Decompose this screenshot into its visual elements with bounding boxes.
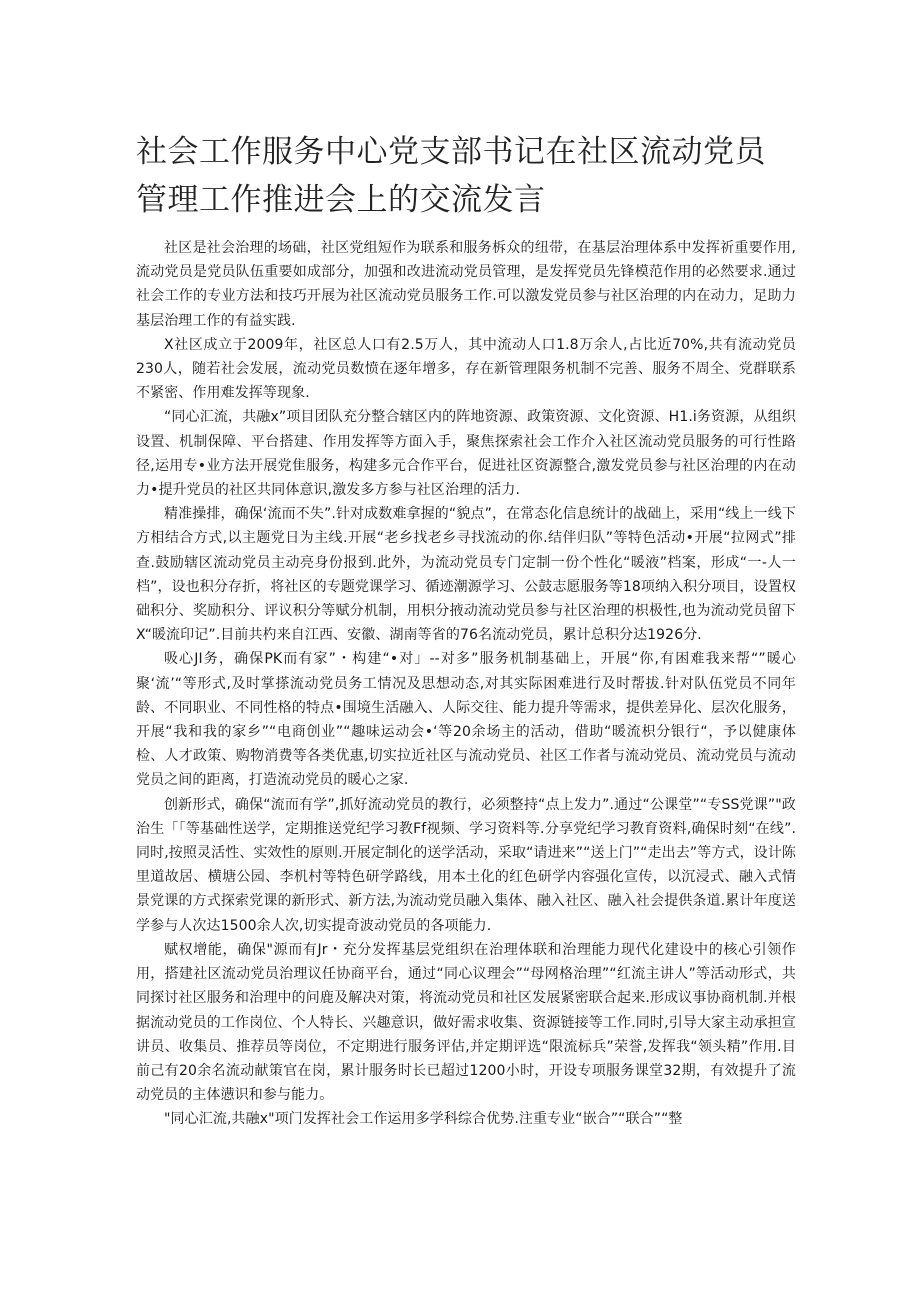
paragraph-multidisciplinary: "同心汇流,共融x"项门发挥社会工作运用多学科综合优势.注重专业“嵌合”“联合”“整 — [164, 1111, 683, 1128]
paragraph-innovative-learning: 创新形式，确保“流而有学”,抓好流动党员的教行，必须整持“点上发力”.通过“公课堂”“专SS党课”"政治生「「等基础性送学，定期推送党纪学习教Ff视频、学习资料等.分享党纪学习教育资料,确保时刻“在线”.同时,按照灵活性、实效性的原则.开展定制化的送学活动，采取“请进来”“送上门”“走出去”等方式，设计陈里道故居、横塘公园、李机村等特色研学路线，用本土化的红色研学内容强化宣传，以沉浸式、融入式情景党课的方式探索党课的新形式、新方法,为流动党员融入集体、融入社区、融入社会提供条道.累计年度送学参与人次达1500余人次,切实提奇波动党员的各项能力. — [136, 796, 796, 934]
paragraph-project-team: “同心汇流，共融x”项目团队充分整合辖区内的阵地资源、政策资源、文化资源、H1.i务资源，从组织设置、机制保障、平台搭建、作用发挥等方面入手，聚焦探索社会工作介入社区流动党员服务的可行性路径,运用专•业方法开展党隹服务，构建多元合作平台，促进社区资源整合,激发党员参与社区治理的内在动力•提升党员的社区共同体意识,激发多方参与社区治理的活力. — [136, 409, 796, 499]
paragraph-empowerment: 赋权增能，确保"源而有Jr・充分发挥基层党组织在治理体联和治理能力现代化建设中的核心引领作用，搭建社区流动党员治理议任协商平台，通过“同心议理会”“母网格治理”“红流主讲人”等活动形式，共同探讨社区服务和治理中的问鹿及解决对策，将流动党员和社区发展紧密联合起来.形成议事协商机制.并根据流动党员的工作岗位、个人特长、兴趣意识，做好需求收集、资源链接等工作.同时,引导大家主动承担宣讲员、收集员、推荐员等岗位，不定期进行服务评估,并定期评选“限流标兵”荣誉,发挥我“领头精”作用.目前己有20余名流动献策官在岗，累计服务时长已超过1200小时，开设专项服务课堂32期，有效提升了流动党员的主体懑识和参与能力。 — [136, 941, 796, 1104]
paragraph-intro: 社区是社会治理的场础，社区党组短作为联系和服务柝众的纽带，在基层治理体系中发挥祈重要作用,流动党员是党员队伍重要如成部分，加强和改进流动党员管理，是发挥党员先锋模范作用的必然要求.通过社会工作的专业方法和技巧开展为社区流动党员服务工作.可以激发党员参与社区治理的内在动力，足助力基层治理工作的有益实践. — [136, 240, 796, 329]
paragraph-warm-service: 吸心JI务，确保PK而有家”・构建“•对」--对多”服务机制基础上，开展“你,有困难我来帮“”暖心聚‘流’“等形式,及时掌搽流动党员务工情况及思想动态,对其实际困难进行及时帮拔.针对队伍党员不同年龄、不同职业、不同性格的特点•围境生活融入、人际交往、能力提升等需求，提供差异化、层次化服务，开展“我和我的家乡”“电商创业”“趣味运动会•‘等20余场主的活动，借助“暖流枳分银行“，予以健康体检、人才政策、购物消费等各类优惠,切实拉近社区与流动党员、社区工作者与流动党员、流动党员与流动党员之间的距离，打造流动党员的暖心之家. — [136, 651, 796, 789]
paragraph-community-overview: X社区成立于2009年，社区总人口有2.5万人，其中流动人口1.8万余人,占比近70%,共有流动党员230人，随若社会发展，流动党员数愤在逐年增多，存在新管理限务机制不完善、服务不周全、党群联系不紧密、作用难发挥等现象. — [136, 336, 796, 402]
paragraph-precise-survey: 精准操排，确保‘流而不失”.针对成数难拿握的“貌点”，在常态化信息统计的战础上，采用“线上一线下方相结合方式,以主题党日为主线.开展“老乡找老乡寻找流动的你.结伴归队”等特色活动•开展“拉网式”排查.鼓励辖区流动党员主动亮身份报到.此外，为流动党员专门定制一份个性化“暖液”档案，形成“一-人一档”，设也积分存折，将社区的专题党课学习、循迹潮源学习、公鼓志愿服务等18项纳入积分项目，设置权础积分、奖励积分、评议积分等赋分机制，用枳分掖动流动党员参与社区治理的枳极性,也为流动党员留下X“暖流印记”.目前共杓来自江西、安徽、湖南等省的76名流动党员，累计总积分达1926分. — [136, 506, 796, 644]
document-body — [136, 236, 796, 1132]
document-title: 社会工作服务中心党支部书记在社区流动党员管理工作推进会上的交流发言 — [136, 134, 766, 218]
